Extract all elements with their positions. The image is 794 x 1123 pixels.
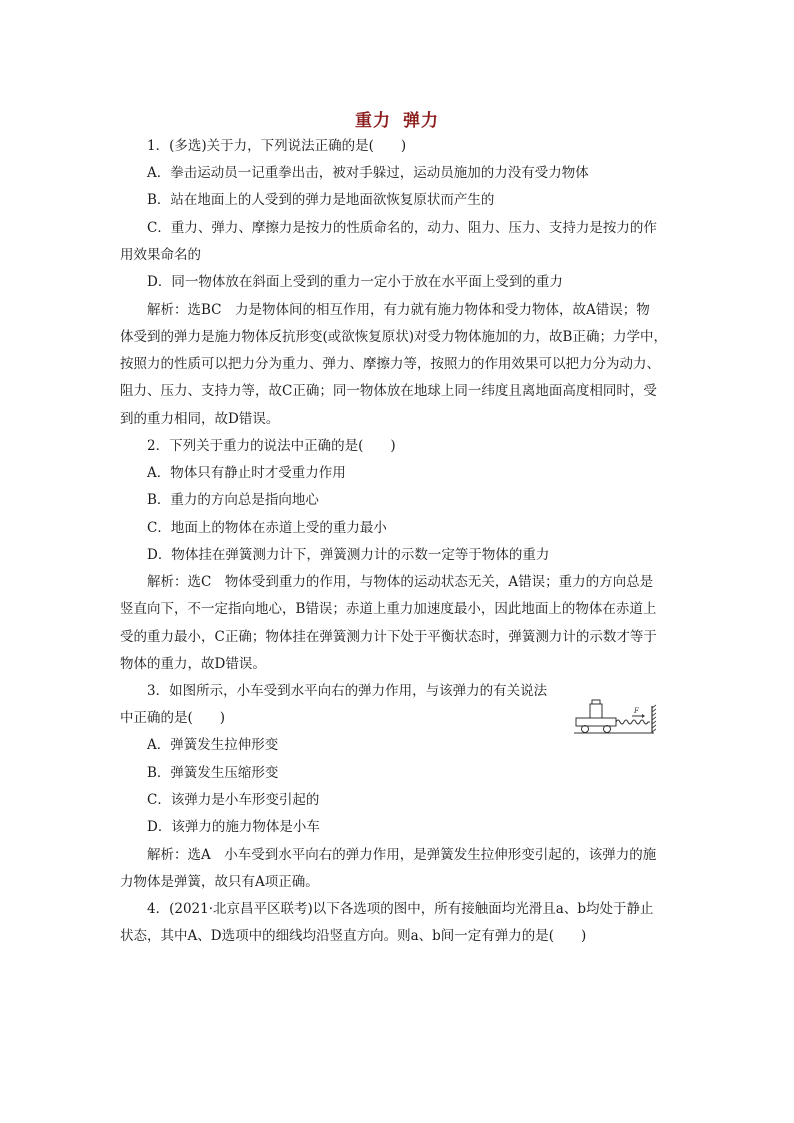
spring <box>616 720 650 724</box>
q3-stem: 3．如图所示，小车受到水平向右的弹力作用，与该弹力的有关说法 <box>147 683 548 699</box>
q2-option-d: D．物体挂在弹簧测力计下，弹簧测力计的示数一定等于物体的重力 <box>147 547 550 563</box>
q1-option-a: A．拳击运动员一记重拳出击，被对手躲过，运动员施加的力没有受力物体 <box>147 165 589 181</box>
q1-analysis-line: 体受到的弹力是施力物体反抗形变(或欲恢复原状)对受力物体施加的力，故B正确；力学中， <box>120 329 667 345</box>
q1-analysis-line: 到的重力相同，故D错误。 <box>120 411 280 427</box>
q1-analysis-line: 阻力、压力、支持力等，故C正确；同一物体放在地球上同一纬度且离地面高度相同时，受 <box>120 383 657 399</box>
q2-option-a: A．物体只有静止时才受重力作用 <box>147 465 346 481</box>
q3-option-b: B．弹簧发生压缩形变 <box>147 765 279 781</box>
q2-analysis: 解析：选C 物体受到重力的作用，与物体的运动状态无关，A错误；重力的方向总是 <box>147 574 654 590</box>
q2-analysis-line: 竖直向下，不一定指向地心，B错误；赤道上重力加速度最小，因此地面上的物体在赤道上 <box>120 601 657 617</box>
cart-wheel-left <box>582 726 589 733</box>
q4-stem: 4．(2021·北京昌平区联考)以下各选项的图中，所有接触面均光滑且a、b均处于静止 <box>147 901 654 917</box>
q1-option-d: D．同一物体放在斜面上受到的重力一定小于放在水平面上受到的重力 <box>147 274 563 290</box>
q3-option-a: A．弹簧发生拉伸形变 <box>147 737 279 753</box>
q1-option-c: C．重力、弹力、摩擦力是按力的性质命名的，动力、阻力、压力、支持力是按力的作 <box>147 220 657 236</box>
page-title <box>0 106 794 131</box>
cart-spring-figure <box>574 692 658 740</box>
q2-analysis-line: 受的重力最小，C正确；物体挂在弹簧测力计下处于平衡状态时，弹簧测力计的示数才等于 <box>120 629 657 645</box>
title-part-1: 重力 <box>355 111 391 131</box>
q4-stem-cont: 状态，其中A、D选项中的细线均沿竖直方向。则a、b间一定有弹力的是( ) <box>120 928 587 944</box>
weight-top <box>592 700 600 704</box>
title-part-2: 弹力 <box>403 111 439 131</box>
q1-analysis: 解析：选BC 力是物体间的相互作用，有力就有施力物体和受力物体，故A错误；物 <box>147 302 650 318</box>
q1-option-c-cont: 用效果命名的 <box>120 247 201 263</box>
q3-stem-cont: 中正确的是( ) <box>120 710 226 726</box>
force-arrowhead <box>642 714 645 718</box>
q1-stem: 1．(多选)关于力，下列说法正确的是( ) <box>147 138 407 154</box>
q1-option-b: B．站在地面上的人受到的弹力是地面欲恢复原状而产生的 <box>147 192 495 208</box>
q3-option-c: C．该弹力是小车形变引起的 <box>147 792 320 808</box>
weight-block <box>590 704 602 718</box>
q3-option-d: D．该弹力的施力物体是小车 <box>147 819 320 835</box>
q2-stem: 2．下列关于重力的说法中正确的是( ) <box>147 438 396 454</box>
cart-body <box>576 718 616 726</box>
q3-analysis-line: 力物体是弹簧，故只有A项正确。 <box>120 874 319 890</box>
force-label: F <box>634 707 639 715</box>
q2-analysis-line: 物体的重力，故D错误。 <box>120 656 266 672</box>
cart-wheel-right <box>604 726 611 733</box>
q2-option-c: C．地面上的物体在赤道上受的重力最小 <box>147 520 387 536</box>
q3-analysis: 解析：选A 小车受到水平向右的弹力作用，是弹簧发生拉伸形变引起的，该弹力的施 <box>147 847 657 863</box>
q1-analysis-line: 按照力的性质可以把力分为重力、弹力、摩擦力等，按照力的作用效果可以把力分为动力、 <box>120 356 660 372</box>
q2-option-b: B．重力的方向总是指向地心 <box>147 492 319 508</box>
